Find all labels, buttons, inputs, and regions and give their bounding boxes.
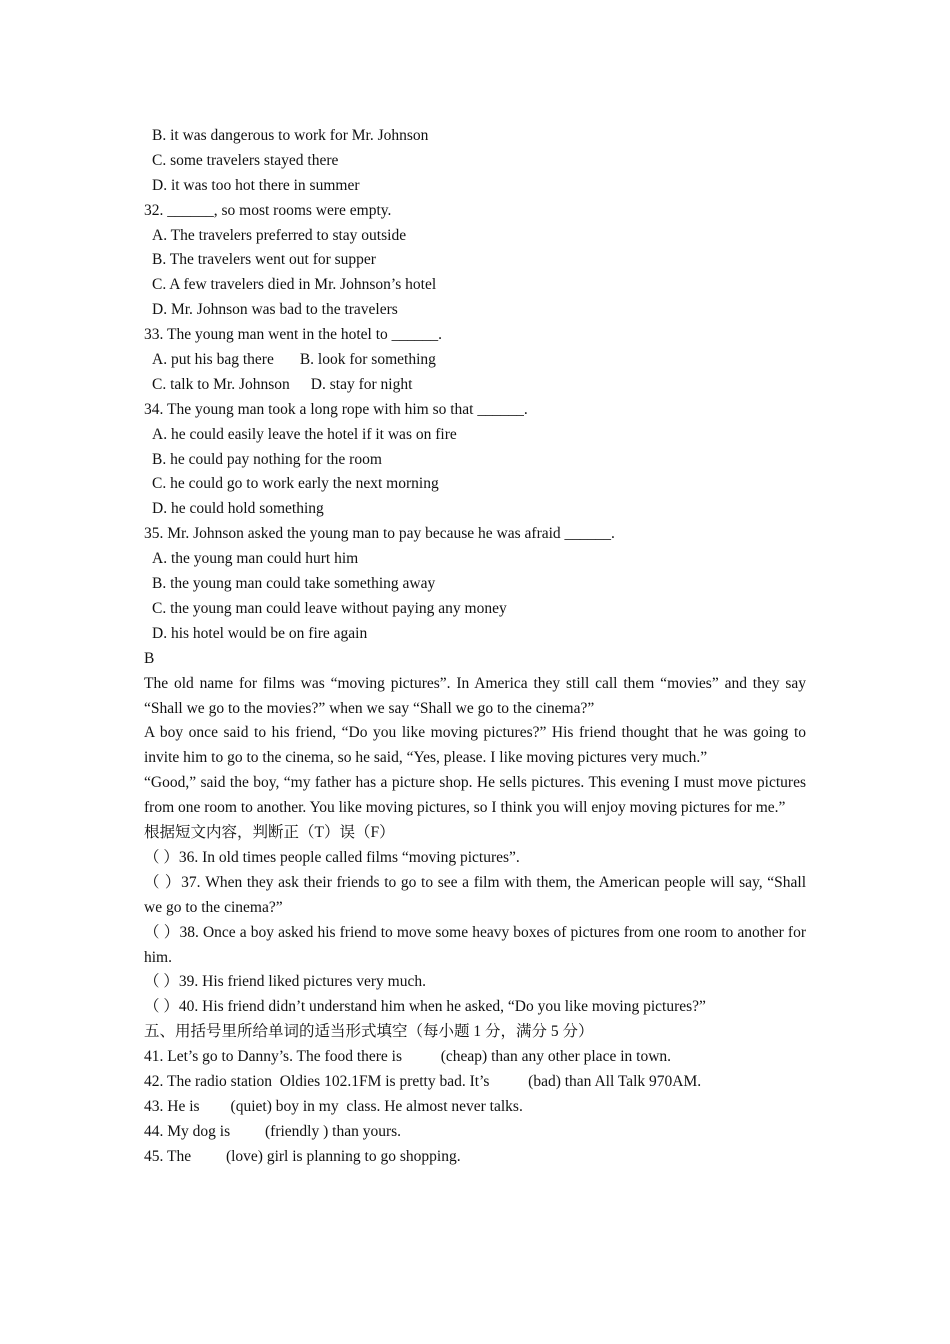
fill-item-41: 41. Let’s go to Danny’s. The food there is (cheap) than any other place in town.	[144, 1048, 672, 1066]
passage-paragraph: The old name for films was “moving pictures”. In America they still call them “movies” and they say “Shall we go to the movies?” when we say “Shall we go to the cinema?”	[144, 674, 806, 717]
q31-option-d: D. it was too hot there in summer	[152, 176, 360, 194]
q34-option-c: C. he could go to work early the next morning	[152, 475, 439, 493]
passage-paragraph: A boy once said to his friend, “Do you like moving pictures?” His friend thought that he was going to invite him to go to the cinema, so he said, “Yes, please. I like moving pictures very much.”	[144, 724, 806, 767]
q34-option-b: B. he could pay nothing for the room	[152, 450, 382, 468]
fill-item-44: 44. My dog is (friendly ) than yours.	[144, 1122, 402, 1140]
q33-option-a: A. put his bag there	[152, 351, 274, 369]
q33-stem: 33. The young man went in the hotel to ______.	[144, 326, 443, 344]
q35-option-a: A. the young man could hurt him	[152, 550, 359, 568]
tf-item-38: （ ）38. Once a boy asked his friend to move some heavy boxes of pictures from one room to another for him.	[144, 923, 806, 966]
fill-item-43: 43. He is (quiet) boy in my class. He almost never talks.	[144, 1097, 523, 1115]
q31-option-c: C. some travelers stayed there	[152, 151, 339, 169]
worksheet-page	[144, 124, 806, 1170]
fill-item-42: 42. The radio station Oldies 102.1FM is pretty bad. It’s (bad) than All Talk 970AM.	[144, 1073, 702, 1091]
q35-stem: 35. Mr. Johnson asked the young man to pay because he was afraid ______.	[144, 525, 615, 543]
q33-option-d: D. stay for night	[310, 375, 413, 393]
q33-options-cd	[144, 373, 806, 398]
q32-option-b: B. The travelers went out for supper	[152, 251, 376, 269]
q31-option-b: B. it was dangerous to work for Mr. Johnson	[152, 127, 429, 144]
q32-option-c: C. A few travelers died in Mr. Johnson’s hotel	[152, 276, 437, 294]
q33-options-ab	[144, 348, 806, 373]
q34-stem: 34. The young man took a long rope with him so that ______.	[144, 400, 528, 418]
section-b-heading: B	[144, 649, 155, 667]
section-5-heading: 五、用括号里所给单词的适当形式填空（每小题 1 分，满分 5 分）	[144, 1023, 594, 1041]
q32-option-a: A. The travelers preferred to stay outside	[152, 226, 407, 244]
tf-item-36: （ ）36. In old times people called films “moving pictures”.	[144, 848, 520, 866]
q32-stem: 32. ______, so most rooms were empty.	[144, 201, 392, 219]
tf-item-37: （ ）37. When they ask their friends to go to see a film with them, the American people will say, “Shall we go to the cinema?”	[144, 873, 806, 916]
fill-item-45: 45. The (love) girl is planning to go shopping.	[144, 1147, 461, 1165]
q33-option-c: C. talk to Mr. Johnson	[152, 375, 290, 393]
q33-option-b: B. look for something	[299, 351, 436, 369]
q34-option-d: D. he could hold something	[152, 500, 324, 518]
q34-option-a: A. he could easily leave the hotel if it was on fire	[152, 425, 457, 443]
passage-paragraph: “Good,” said the boy, “my father has a picture shop. He sells pictures. This evening I must move pictures from one room to another. You like moving pictures, so I think you will enjoy moving pictures for me.”	[144, 774, 806, 817]
tf-instruction: 根据短文内容，判断正（T）误（F）	[144, 824, 395, 842]
tf-item-40: （ ）40. His friend didn’t understand him when he asked, “Do you like moving pictures?”	[144, 998, 706, 1016]
tf-item-39: （ ）39. His friend liked pictures very much.	[144, 973, 426, 991]
q32-option-d: D. Mr. Johnson was bad to the travelers	[152, 301, 398, 319]
q35-option-b: B. the young man could take something away	[152, 575, 436, 593]
q35-option-d: D. his hotel would be on fire again	[152, 624, 368, 642]
q35-option-c: C. the young man could leave without paying any money	[152, 599, 507, 617]
